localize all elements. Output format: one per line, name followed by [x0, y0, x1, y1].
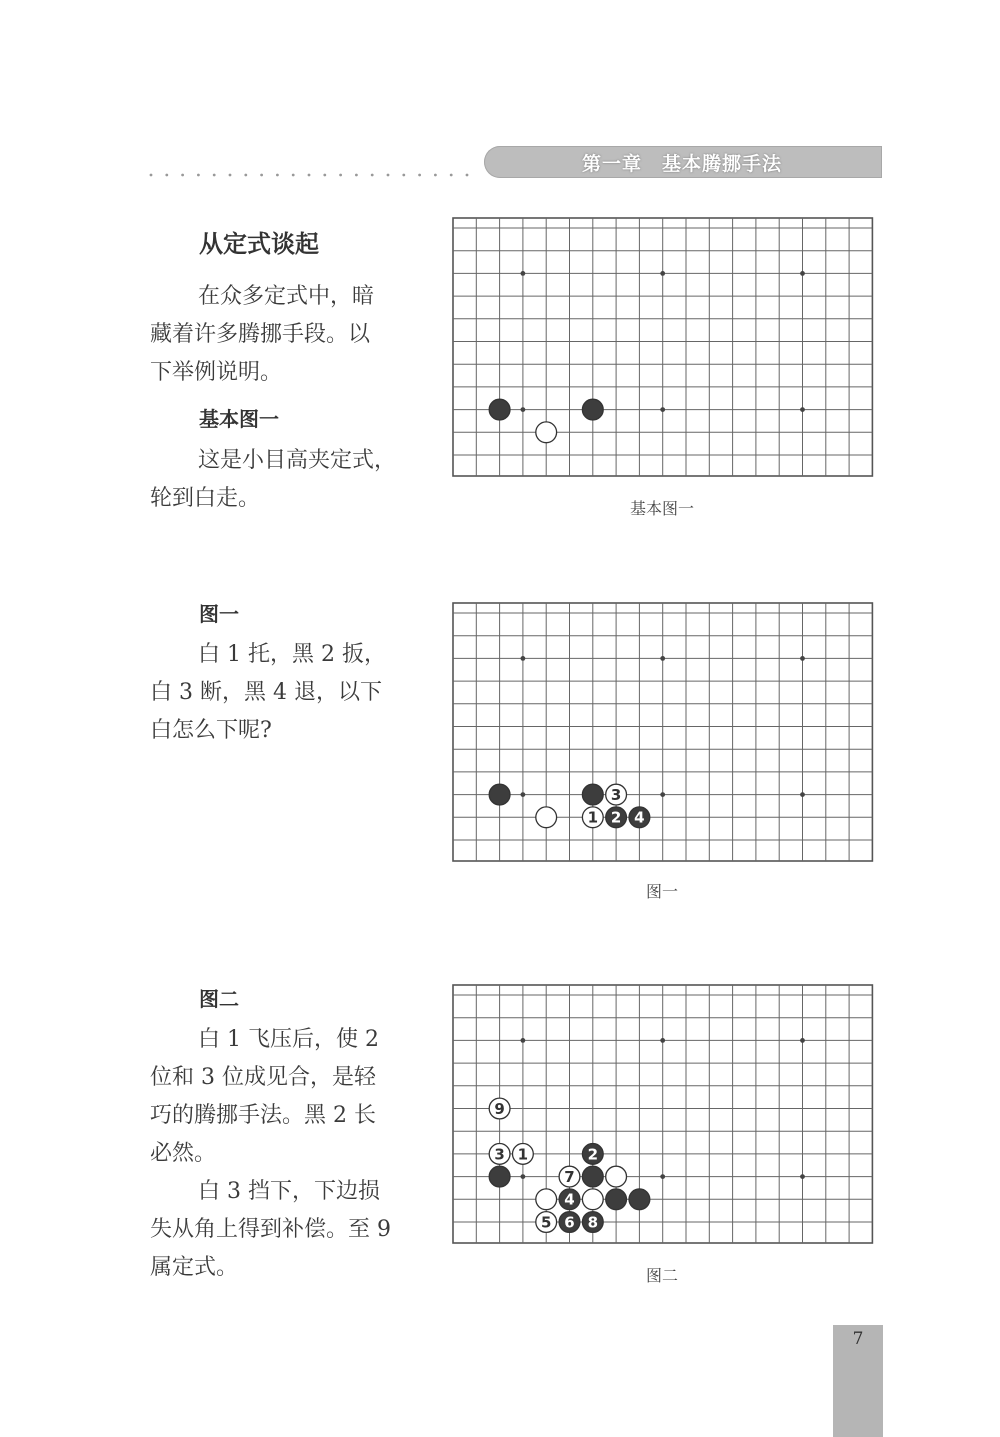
star-point — [660, 656, 665, 661]
page-number: 7 — [852, 1329, 864, 1349]
chapter-banner — [484, 146, 882, 178]
move-number: 1 — [517, 1145, 529, 1164]
figure-heading-1: 图一 — [199, 602, 239, 626]
white-stone — [559, 1166, 580, 1187]
figure-caption: 基本图一 — [629, 499, 694, 518]
black-stone — [582, 784, 603, 805]
star-point — [660, 792, 665, 797]
white-stone — [513, 1144, 534, 1165]
star-point — [660, 1174, 665, 1179]
star-point — [521, 407, 526, 412]
rule-dot — [150, 174, 153, 177]
move-number: 3 — [494, 1145, 505, 1164]
stone-disc — [629, 1189, 650, 1210]
figure-text-2 — [150, 1021, 391, 1287]
text-line: 白怎么下呢? — [150, 718, 272, 743]
text-line: 必然。 — [150, 1141, 217, 1166]
intro-line: 下举例说明。 — [150, 360, 283, 385]
star-point — [660, 271, 665, 276]
rule-dot — [181, 174, 184, 177]
section-intro — [150, 278, 374, 392]
go-board-basic-1 — [451, 218, 873, 480]
stone-disc — [536, 807, 557, 828]
move-number: 7 — [564, 1168, 575, 1186]
black-stone — [606, 807, 627, 828]
move-number: 4 — [564, 1190, 575, 1209]
text-line: 位和 3 位成见合，是轻 — [150, 1065, 376, 1090]
black-stone — [582, 1166, 603, 1187]
white-stone — [489, 1144, 510, 1165]
rule-dot — [276, 174, 279, 177]
white-stone — [582, 1189, 603, 1210]
star-point — [521, 792, 526, 797]
star-point — [800, 792, 805, 797]
text-line: 白 1 飞压后，使 2 — [198, 1027, 379, 1052]
star-point — [800, 1174, 805, 1179]
white-stone — [606, 1166, 627, 1187]
stone-disc — [489, 784, 510, 805]
text-line: 这是小目高夹定式， — [198, 448, 397, 473]
star-point — [521, 1038, 526, 1043]
figure-caption: 图一 — [645, 882, 678, 901]
star-point — [800, 656, 805, 661]
black-stone — [489, 1166, 510, 1187]
rule-dot — [387, 174, 390, 177]
text-line: 巧的腾挪手法。黑 2 长 — [150, 1103, 376, 1128]
rule-dot — [434, 174, 437, 177]
rule-dot — [197, 174, 200, 177]
section-title: 从定式谈起 — [199, 230, 319, 258]
rule-dot — [292, 174, 295, 177]
move-number: 1 — [587, 808, 599, 827]
stone-disc — [489, 1166, 510, 1187]
figure-heading-2: 图二 — [199, 987, 239, 1011]
rule-dot — [213, 174, 216, 177]
chapter-title: 第一章 基本腾挪手法 — [582, 153, 783, 175]
rule-dot — [339, 174, 342, 177]
white-stone — [536, 1212, 557, 1233]
figure-text-1 — [150, 636, 386, 750]
rule-dot — [402, 174, 405, 177]
black-stone — [629, 1189, 650, 1210]
stone-disc — [489, 399, 510, 420]
black-stone — [489, 399, 510, 420]
move-number: 8 — [587, 1213, 599, 1232]
move-number: 5 — [540, 1213, 552, 1232]
intro-line: 在众多定式中，暗 — [198, 284, 375, 309]
figure-text-basic-1 — [150, 442, 396, 518]
black-stone — [559, 1212, 580, 1233]
black-stone — [582, 1212, 603, 1233]
go-board-1 — [451, 603, 873, 865]
black-stone — [629, 807, 650, 828]
text-line: 属定式。 — [150, 1255, 239, 1280]
rule-dot — [244, 174, 247, 177]
rule-dot — [323, 174, 326, 177]
stone-disc — [582, 1189, 603, 1210]
star-point — [660, 1038, 665, 1043]
star-point — [800, 1038, 805, 1043]
text-line: 白 1 托，黑 2 扳， — [198, 642, 386, 667]
stone-disc — [582, 1166, 603, 1187]
rule-dot — [466, 174, 469, 177]
black-stone — [582, 399, 603, 420]
rule-dot — [355, 174, 358, 177]
page-number-tab — [833, 1325, 883, 1437]
figure-caption: 图二 — [645, 1266, 678, 1285]
rule-dot — [229, 174, 232, 177]
text-line: 白 3 断，黑 4 退，以下 — [150, 680, 382, 705]
move-number: 9 — [494, 1099, 505, 1118]
rule-dot — [418, 174, 421, 177]
move-number: 2 — [587, 1145, 599, 1164]
star-point — [521, 1174, 526, 1179]
move-number: 3 — [610, 786, 622, 804]
black-stone — [606, 1189, 627, 1210]
black-stone — [582, 1144, 603, 1165]
rule-dot — [165, 174, 168, 177]
black-stone — [489, 784, 510, 805]
rule-dot — [260, 174, 263, 177]
stone-disc — [536, 422, 557, 443]
star-point — [521, 656, 526, 661]
intro-line: 藏着许多腾挪手段。以 — [150, 322, 371, 347]
white-stone — [606, 784, 627, 805]
stone-disc — [582, 784, 603, 805]
figure-heading-basic-1: 基本图一 — [199, 407, 279, 431]
black-stone — [559, 1189, 580, 1210]
text-line: 白 3 挡下，下边损 — [198, 1179, 380, 1204]
rule-dot — [450, 174, 453, 177]
text-line: 轮到白走。 — [150, 486, 261, 511]
star-point — [800, 407, 805, 412]
rule-dot — [308, 174, 311, 177]
star-point — [800, 271, 805, 276]
move-number: 4 — [634, 808, 645, 827]
go-board-2 — [451, 985, 873, 1247]
white-stone — [582, 807, 603, 828]
white-stone — [536, 807, 557, 828]
stone-disc — [536, 1189, 557, 1210]
star-point — [660, 407, 665, 412]
stone-disc — [606, 1189, 627, 1210]
star-point — [521, 271, 526, 276]
white-stone — [536, 422, 557, 443]
stone-disc — [606, 1166, 627, 1187]
move-number: 2 — [610, 808, 622, 827]
white-stone — [489, 1098, 510, 1119]
stone-disc — [582, 399, 603, 420]
rule-dot — [371, 174, 374, 177]
white-stone — [536, 1189, 557, 1210]
text-line: 失从角上得到补偿。至 9 — [150, 1217, 391, 1242]
move-number: 6 — [564, 1213, 575, 1232]
header-dotted-rule — [148, 170, 478, 180]
